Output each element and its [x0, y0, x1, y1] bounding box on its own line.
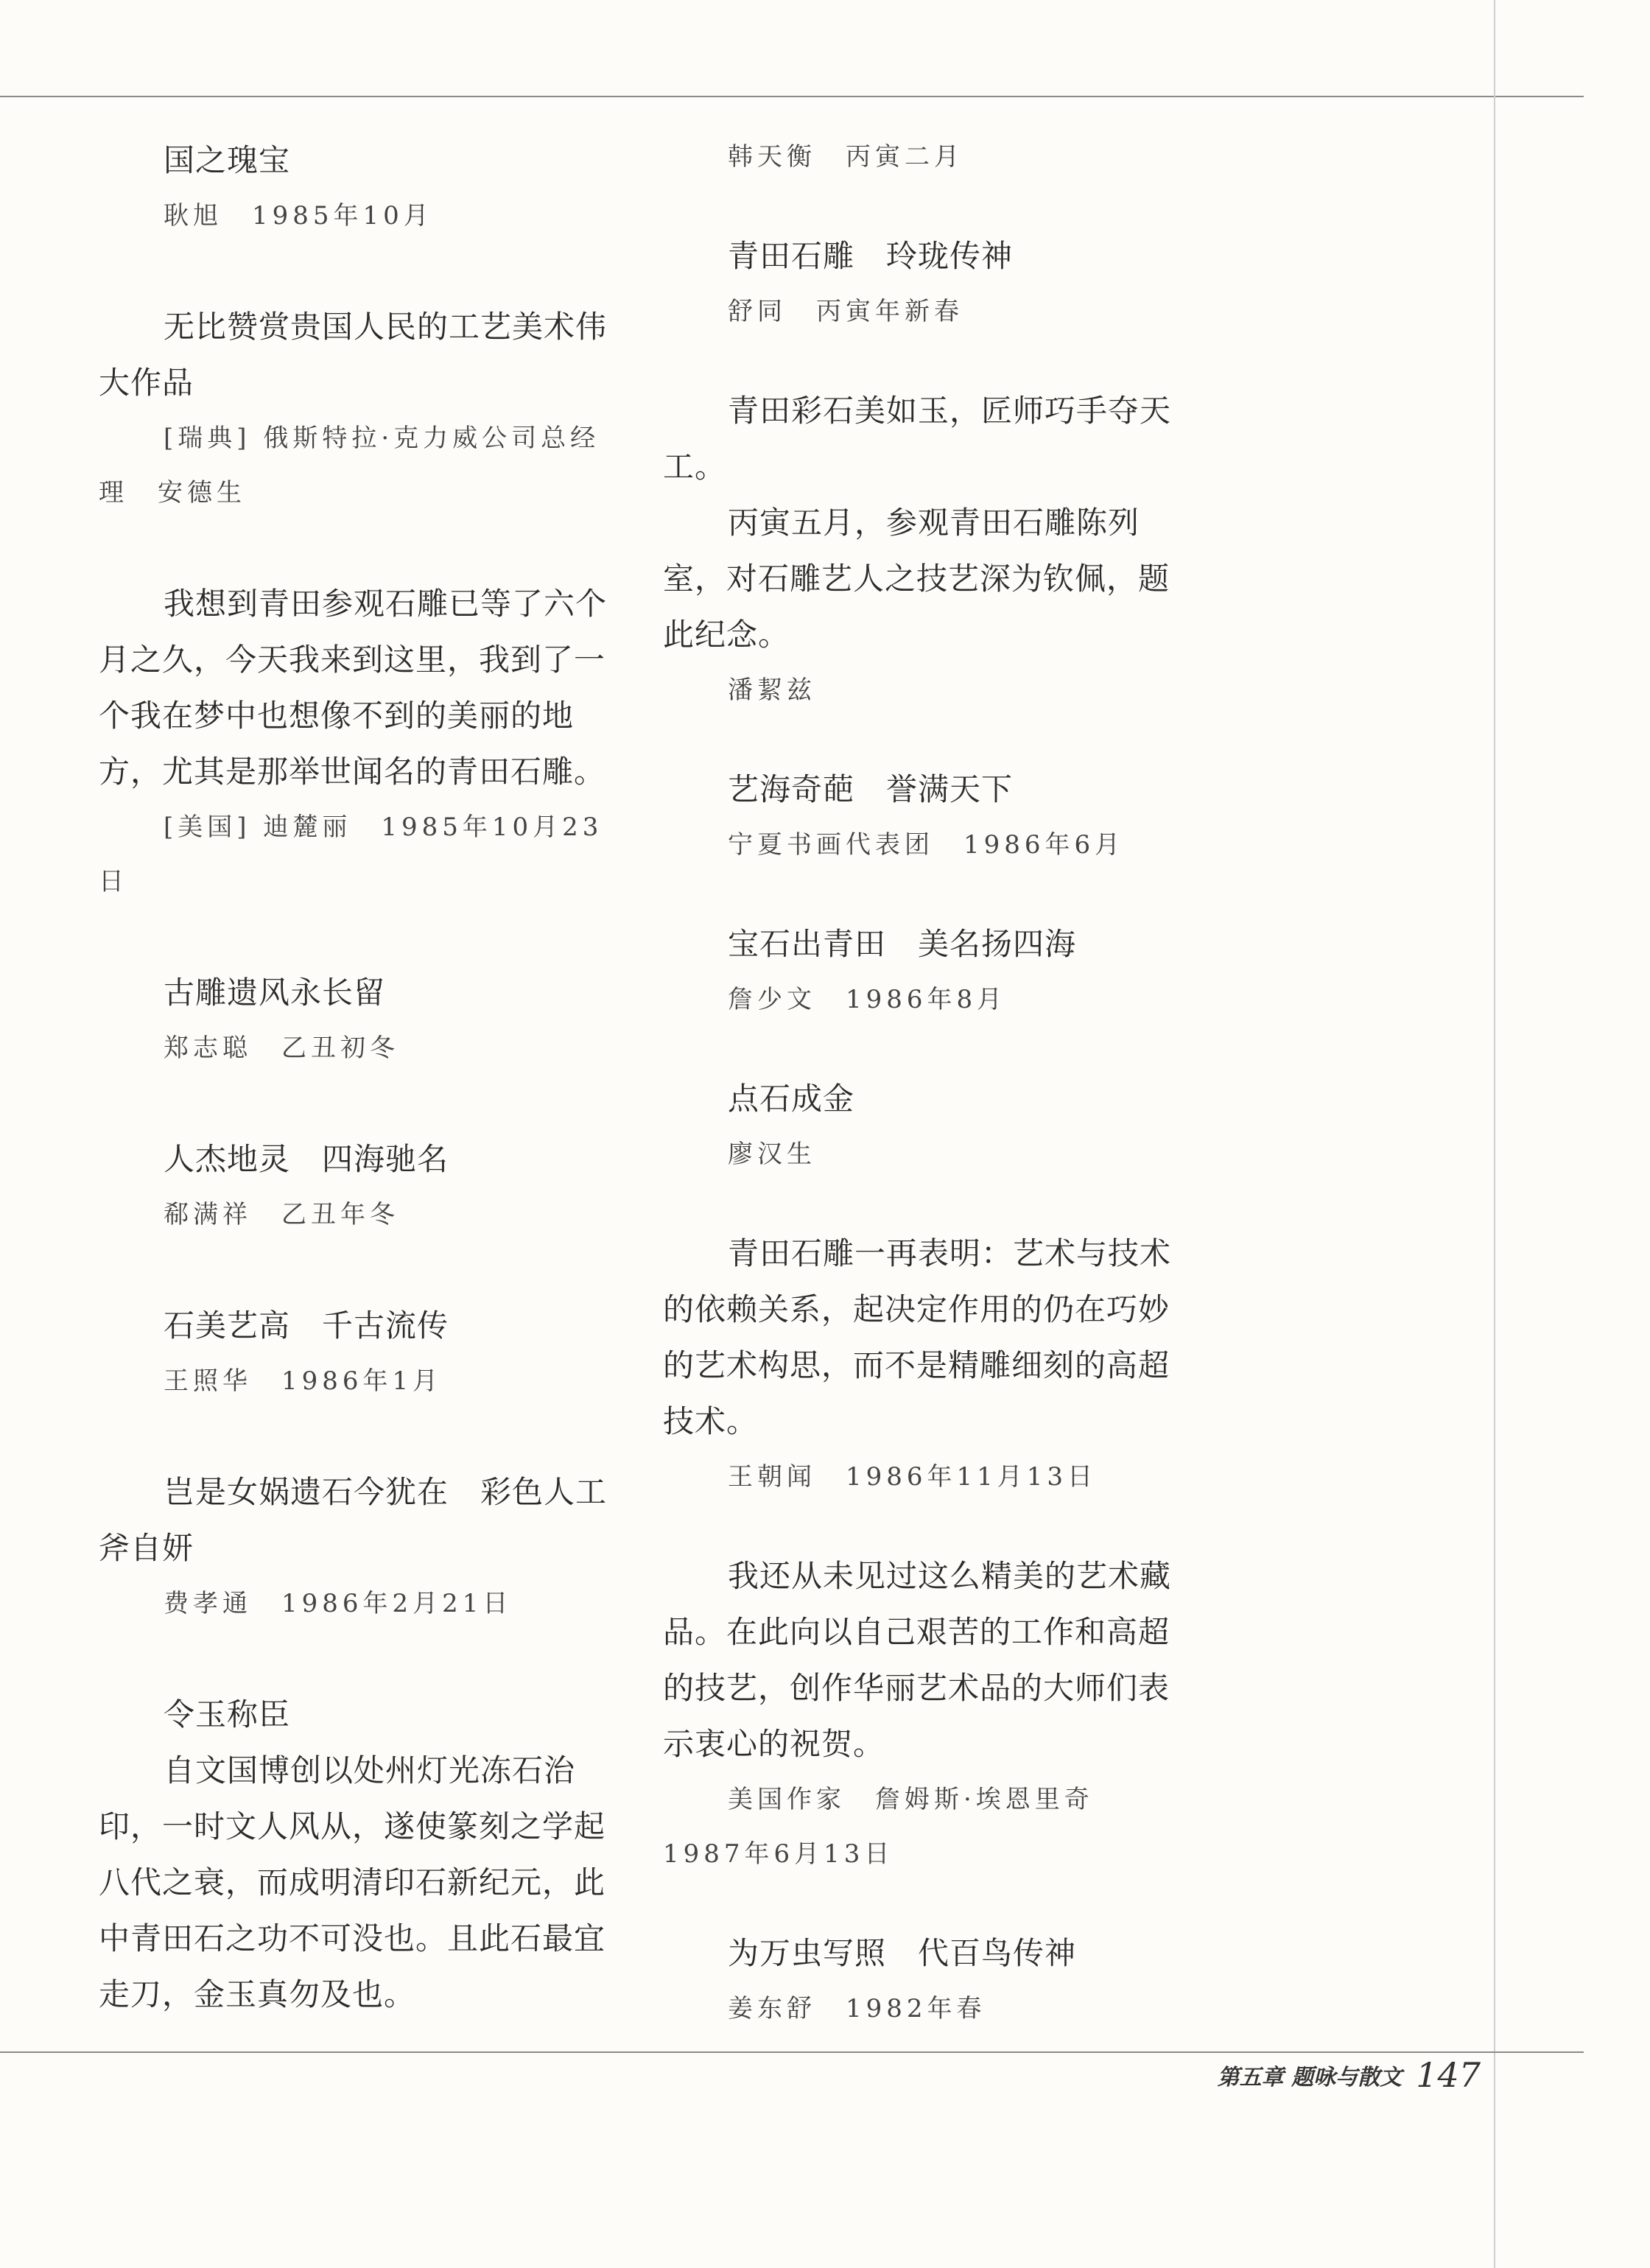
inscription-text: 人杰地灵 四海驰名	[164, 1141, 449, 1177]
inscription-entry	[99, 1464, 614, 1631]
inscription-entry	[663, 1548, 1179, 1881]
inscription-author: 潘絜兹	[728, 675, 816, 705]
inscription-author: 王照华 1986年1月	[164, 1366, 443, 1396]
inscription-author: 舒同 丙寅年新春	[728, 297, 963, 326]
inscription-entry	[663, 762, 1179, 872]
inscription-author: 美国作家 詹姆斯·埃恩里奇 1987年6月13日	[663, 1785, 1123, 1869]
inscription-text: 我想到青田参观石雕已等了六个月之久，今天我来到这里，我到了一个我在梦中也想像不到的美丽的地方，尤其是那举世闻名的青田石雕。	[99, 586, 608, 790]
inscription-entry	[99, 965, 614, 1075]
inscription-text: 丙寅五月，参观青田石雕陈列室，对石雕艺人之技艺深为钦佩，题此纪念。	[663, 505, 1170, 653]
page-edge-line	[1494, 0, 1495, 2268]
header-rule	[0, 96, 1584, 97]
inscription-author: 姜东舒 1982年春	[728, 1994, 986, 2023]
inscription-entry	[99, 1687, 614, 1743]
inscription-text: 宝石出青田 美名扬四海	[728, 926, 1077, 962]
inscription-entry	[663, 916, 1179, 1027]
inscription-entry	[99, 576, 614, 909]
inscription-text: 青田石雕一再表明：艺术与技术的依赖关系，起决定作用的仍在巧妙的艺术构思，而不是精雕细刻的高超技术。	[663, 1235, 1172, 1439]
inscription-text: 点石成金	[728, 1081, 855, 1117]
inscription-entry	[663, 383, 1179, 495]
inscription-text: 青田石雕 玲珑传神	[728, 238, 1014, 274]
page-footer	[1218, 2055, 1481, 2095]
inscription-text: 无比赞赏贵国人民的工艺美术伟大作品	[99, 309, 608, 401]
page-number: 147	[1416, 2055, 1481, 2095]
inscription-text: 为万虫写照 代百鸟传神	[728, 1935, 1077, 1971]
inscription-text: 我还从未见过这么精美的艺术藏品。在此向以自己艰苦的工作和高超的技艺，创作华丽艺术品的大师们表示衷心的祝贺。	[663, 1558, 1172, 1762]
inscription-text: 青田彩石美如玉，匠师巧手夺天工。	[663, 393, 1172, 485]
inscription-author: 韩天衡 丙寅二月	[728, 142, 963, 172]
inscription-author: 王朝闻 1986年11月13日	[728, 1462, 1098, 1492]
inscription-entry	[663, 130, 1179, 184]
inscription-author: 郑志聪 乙丑初冬	[164, 1033, 399, 1063]
inscription-entry	[99, 1131, 614, 1242]
inscription-author: 宁夏书画代表团 1986年6月	[728, 830, 1125, 860]
inscription-text: 国之瑰宝	[164, 142, 291, 178]
inscription-entry	[99, 1298, 614, 1408]
inscription-entry	[99, 299, 614, 520]
inscription-entry	[663, 1226, 1179, 1504]
inscription-entry	[663, 228, 1179, 339]
inscription-text: 石美艺高 千古流传	[164, 1307, 449, 1344]
inscription-author: 詹少文 1986年8月	[728, 985, 1007, 1014]
inscription-author: 郗满祥 乙丑年冬	[164, 1200, 399, 1229]
inscription-author: 廖汉生	[728, 1140, 816, 1169]
footer-rule	[0, 2051, 1584, 2053]
inscription-author: [瑞典] 俄斯特拉·克力威公司总经理 安德生	[99, 424, 600, 508]
left-column	[99, 133, 614, 2023]
inscription-text: 古雕遗风永长留	[164, 975, 386, 1011]
inscription-entry	[663, 1071, 1179, 1182]
inscription-entry	[99, 133, 614, 243]
inscription-entry	[663, 1925, 1179, 2036]
inscription-text: 令玉称臣	[164, 1696, 291, 1732]
inscription-entry	[663, 495, 1179, 717]
inscription-text: 岂是女娲遗石今犹在 彩色人工斧自妍	[99, 1474, 608, 1566]
inscription-text: 艺海奇葩 誉满天下	[728, 771, 1014, 807]
inscription-author: 耿旭 1985年10月	[164, 201, 433, 231]
chapter-title: 第五章 题咏与散文	[1217, 2065, 1402, 2090]
inscription-text: 自文国博创以处州灯光冻石治印，一时文人风从，遂使篆刻之学起八代之衰，而成明清印石新纪元，此中青田石之功不可没也。且此石最宜走刀，金玉真勿及也。	[99, 1752, 606, 2012]
inscription-author: [美国] 迪麓丽 1985年10月23日	[99, 812, 603, 896]
right-column	[663, 130, 1179, 2036]
inscription-entry	[99, 1743, 614, 2023]
inscription-author: 费孝通 1986年2月21日	[164, 1589, 513, 1618]
